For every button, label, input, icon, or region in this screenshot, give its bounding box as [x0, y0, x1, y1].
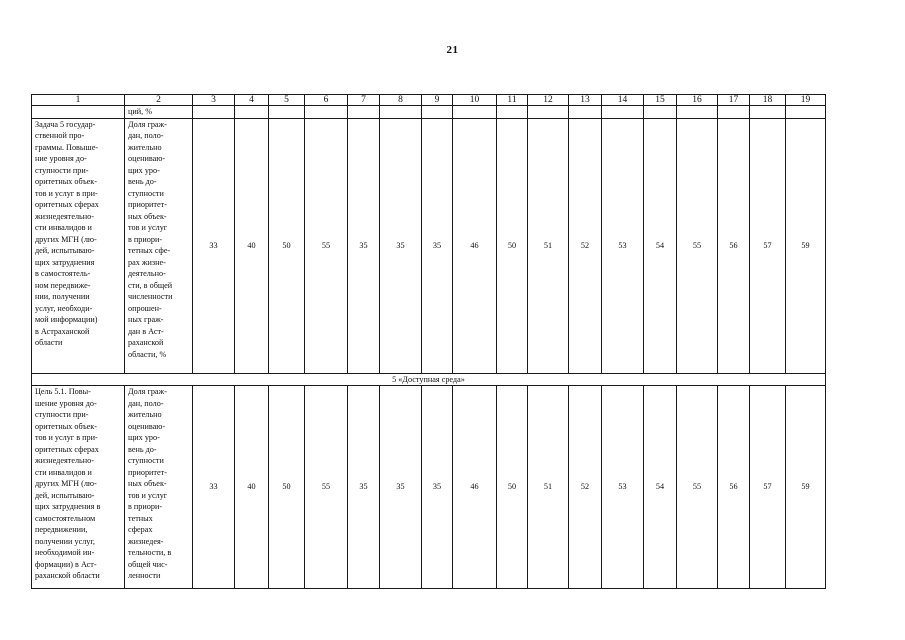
goal-description: Цель 5.1. Повы- шение уровня до- ступности при- оритетных объек- тов и услуг в при- оритетных сферах жизнедеятельно- сти инвалидов и других МГН (лю- дей, испытываю- щих затруднения в самостоятельном передвижении, получении услуг, необходимой ин- формации) в Аст- раханской области — [35, 387, 101, 580]
column-header: 2 — [125, 95, 193, 106]
value-cell: 50 — [497, 118, 528, 373]
continuation-row — [32, 106, 826, 119]
column-header: 3 — [193, 95, 235, 106]
column-number-row — [32, 95, 826, 106]
value-cell: 55 — [677, 386, 718, 589]
value-cell: 35 — [422, 118, 453, 373]
value-cell: 57 — [750, 386, 786, 589]
column-header: 4 — [235, 95, 269, 106]
task-description: Задача 5 государ- ственной про- граммы. Повыше- ние уровня до- ступности при- оритетных объек- тов и услуг в при- оритетных сферах жизнедеятельно- сти инвалидов и других МГН (лю- дей, испытываю- щих затруднения в самостоятель- ном передвиже- нии, получении услуг, необходи- мой информации) в Астраханской области — [35, 119, 99, 347]
value-cell: 55 — [677, 118, 718, 373]
column-header: 13 — [569, 95, 602, 106]
column-header: 10 — [453, 95, 497, 106]
table-row — [32, 386, 826, 589]
table-row — [32, 118, 826, 373]
value-cell: 40 — [235, 386, 269, 589]
value-cell: 35 — [348, 118, 380, 373]
value-cell: 51 — [528, 386, 569, 589]
value-cell: 54 — [644, 386, 677, 589]
column-header: 8 — [380, 95, 422, 106]
page-number: 21 — [446, 44, 459, 56]
value-cell: 56 — [718, 118, 750, 373]
value-cell: 35 — [380, 386, 422, 589]
value-cell: 52 — [569, 386, 602, 589]
value-cell: 59 — [786, 386, 826, 589]
column-header: 17 — [718, 95, 750, 106]
column-header: 7 — [348, 95, 380, 106]
value-cell: 35 — [348, 386, 380, 589]
section-row — [32, 373, 826, 386]
value-cell: 52 — [569, 118, 602, 373]
value-cell: 40 — [235, 118, 269, 373]
value-cell: 55 — [305, 118, 348, 373]
value-cell: 50 — [269, 386, 305, 589]
column-header: 1 — [32, 95, 125, 106]
indicator-description: Доля граж- дан, поло- жительно оцениваю- щих уро- вень до- ступности приоритет- ных объек- тов и услуг в приори- тетных сферах жизнедея- тельности, в общей чис- ленности — [128, 387, 172, 580]
column-header: 6 — [305, 95, 348, 106]
value-cell: 51 — [528, 118, 569, 373]
column-header: 5 — [269, 95, 305, 106]
value-cell: 57 — [750, 118, 786, 373]
value-cell: 50 — [269, 118, 305, 373]
value-cell: 46 — [453, 118, 497, 373]
section-title: 5 «Доступная среда» — [32, 373, 826, 386]
column-header: 12 — [528, 95, 569, 106]
column-header: 19 — [786, 95, 826, 106]
value-cell: 35 — [380, 118, 422, 373]
value-cell: 33 — [193, 386, 235, 589]
value-cell: 54 — [644, 118, 677, 373]
column-header: 14 — [602, 95, 644, 106]
value-cell: 53 — [602, 386, 644, 589]
value-cell: 55 — [305, 386, 348, 589]
value-cell: 53 — [602, 118, 644, 373]
column-header: 18 — [750, 95, 786, 106]
continuation-text: ций, % — [125, 106, 193, 119]
value-cell: 59 — [786, 118, 826, 373]
column-header: 15 — [644, 95, 677, 106]
column-header: 11 — [497, 95, 528, 106]
value-cell: 56 — [718, 386, 750, 589]
value-cell: 33 — [193, 118, 235, 373]
value-cell: 50 — [497, 386, 528, 589]
value-cell: 35 — [422, 386, 453, 589]
column-header: 9 — [422, 95, 453, 106]
column-header: 16 — [677, 95, 718, 106]
value-cell: 46 — [453, 386, 497, 589]
indicator-description: Доля граж- дан, поло- жительно оцениваю- щих уро- вень до- ступности приоритет- ных объек- тов и услуг в приори- тетных сфе- рах жизне- деятельно- сти, в общей численности опрошен- ных граж- дан в Аст- раханской области, % — [128, 119, 173, 359]
data-table — [31, 94, 826, 589]
